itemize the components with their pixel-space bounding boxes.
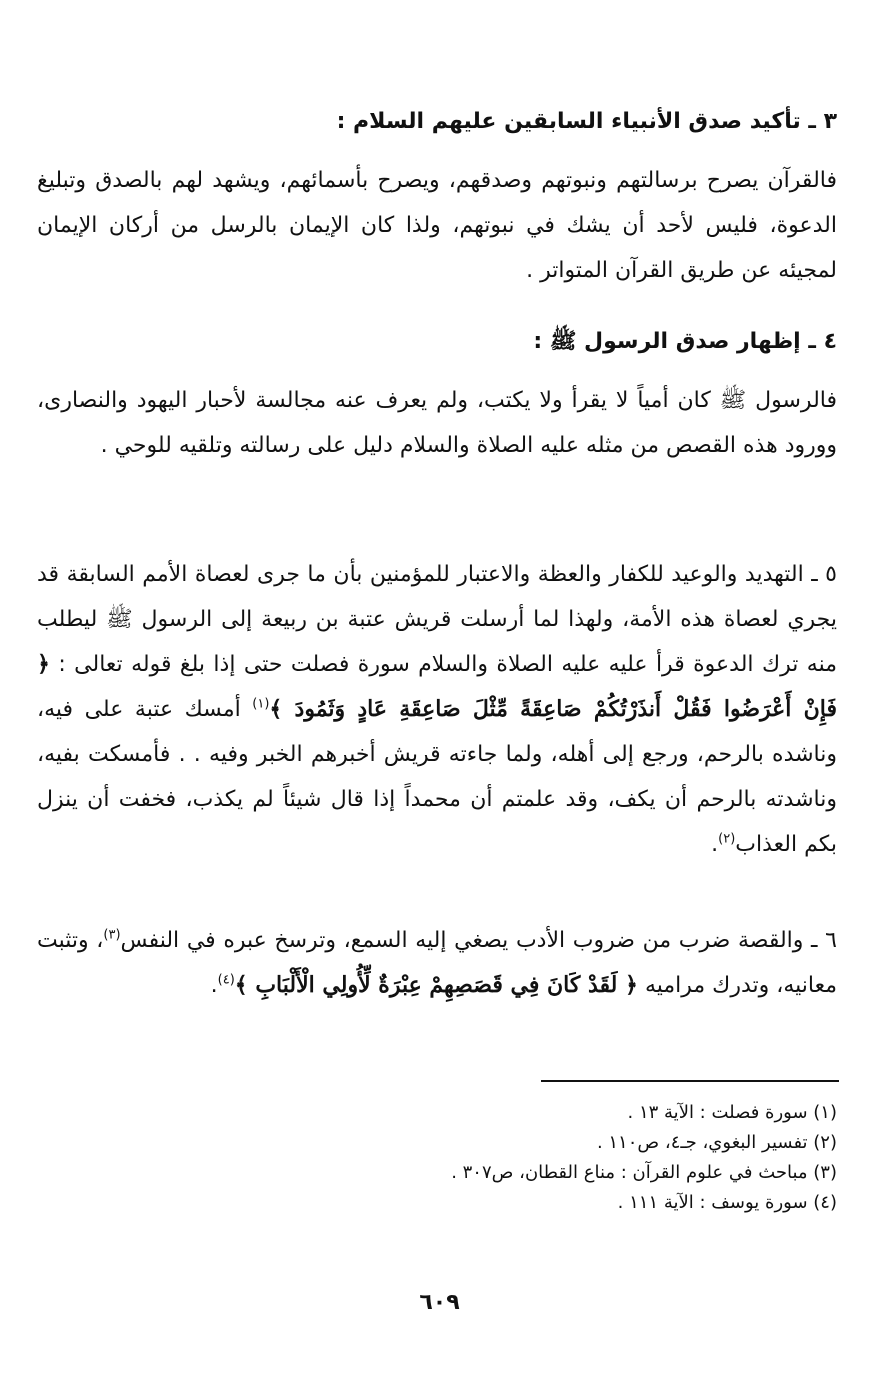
section-4-heading: ٤ ـ إظهار صدق الرسول ﷺ : bbox=[533, 329, 837, 354]
section-5-text-2: أمسك عتبة على فيه، وناشده بالرحم، ورجع إلى أهله، ولما جاءته قريش أخبرهم الخبر وفيه . . فأمسكت بفيه، وناشدته بالرحم أن يكف، وقد علمتم أن محمداً إذا قال شيئاً لم يكذب، فخفت أن ينزل بكم العذاب bbox=[37, 697, 837, 857]
footnote-ref-2: (٢) bbox=[718, 831, 736, 847]
section-4-paragraph: فالرسول ﷺ كان أمياً لا يقرأ ولا يكتب، ولم يعرف عنه مجالسة لأحبار اليهود والنصارى، وورود هذه القصص من مثله عليه الصلاة والسلام دليل على رسالته وتلقيه للوحي . bbox=[37, 388, 837, 458]
quran-verse-yusuf: ﴿ لَقَدْ كَانَ فِي قَصَصِهِمْ عِبْرَةٌ لِّأُولِي الْأَلْبَابِ ﴾ bbox=[234, 972, 638, 998]
section-5-text-1: ٥ ـ التهديد والوعيد للكفار والعظة والاعتبار للمؤمنين بأن ما جرى لعصاة الأمم السابقة قد يجري لعصاة هذه الأمة، ولهذا لما أرسلت قريش عتبة بن ربيعة إلى الرسول ﷺ ليطلب منه ترك الدعوة قرأ عليه عليه الصلاة والسلام سورة فصلت حتى إذا بلغ قوله تعالى : bbox=[37, 562, 837, 677]
footnote-ref-1: (١) bbox=[252, 696, 270, 712]
footnote-ref-4: (٤) bbox=[217, 972, 235, 988]
footnotes bbox=[37, 1098, 837, 1218]
footnote-ref-3: (٣) bbox=[103, 927, 121, 943]
section-6-paragraph bbox=[37, 918, 837, 1008]
quran-verse-fussilat: ﴿ فَإِنْ أَعْرَضُوا فَقُلْ أَنذَرْتُكُمْ صَاعِقَةً مِّثْلَ صَاعِقَةِ عَادٍ وَثَمُودَ ﴾ bbox=[37, 651, 838, 722]
footnote-3: (٣) مباحث في علوم القرآن : مناع القطان، ص٣٠٧ . bbox=[451, 1162, 837, 1183]
section-3-paragraph: فالقرآن يصرح برسالتهم ونبوتهم وصدقهم، ويصرح بأسمائهم، ويشهد لهم بالصدق وتبليغ الدعوة، فليس لأحد أن يشك في نبوتهم، ولذا كان الإيمان بالرسل من أركان الإيمان لمجيئه عن طريق القرآن المتواتر . bbox=[37, 168, 837, 283]
footnote-4: (٤) سورة يوسف : الآية ١١١ . bbox=[617, 1192, 837, 1213]
footnote-2: (٢) تفسير البغوي، جـ٤، ص١١٠ . bbox=[596, 1132, 837, 1153]
section-5-end: . bbox=[711, 832, 719, 857]
section-3-heading: ٣ ـ تأكيد صدق الأنبياء السابقين عليهم السلام : bbox=[336, 109, 837, 134]
footnote-divider bbox=[541, 1080, 839, 1082]
section-6-end: . bbox=[210, 973, 218, 998]
section-6-text-1: ٦ ـ والقصة ضرب من ضروب الأدب يصغي إليه السمع، وترسخ عبره في النفس bbox=[120, 928, 837, 953]
page-number: ٦٠٩ bbox=[419, 1290, 460, 1315]
section-6-text-2: ، وتثبت معانيه، وتدرك مراميه bbox=[37, 928, 837, 998]
footnote-1: (١) سورة فصلت : الآية ١٣ . bbox=[627, 1102, 837, 1123]
section-5-paragraph bbox=[37, 552, 837, 867]
